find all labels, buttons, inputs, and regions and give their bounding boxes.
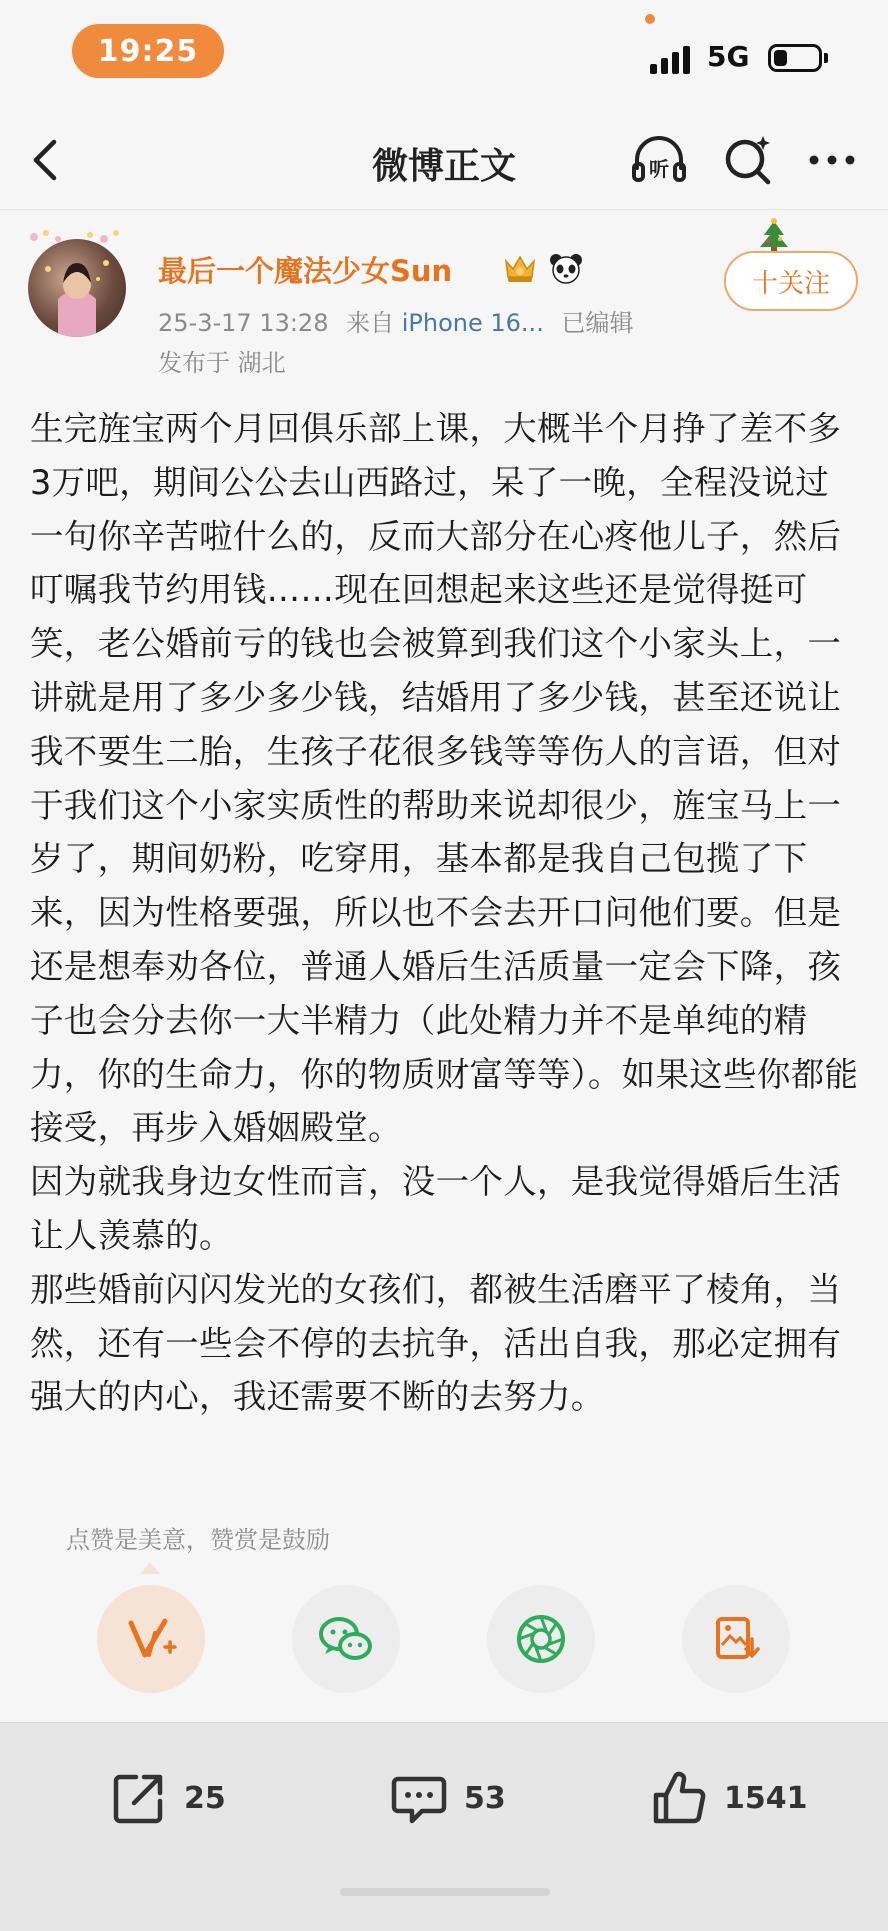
repost-icon — [108, 1767, 170, 1829]
battery-level — [774, 50, 787, 66]
nav-bar — [0, 110, 888, 210]
like-count: 1541 — [724, 1780, 808, 1816]
page-title: 微博正文 — [371, 146, 516, 187]
repost-count: 25 — [184, 1780, 226, 1816]
signal-strength-icon — [650, 44, 692, 74]
author-avatar[interactable] — [28, 239, 126, 337]
crown-badge-icon — [502, 251, 538, 285]
post-date: 25-3-17 13:28 — [158, 309, 329, 337]
more-dots-icon — [800, 128, 864, 192]
avatar-photo — [28, 239, 126, 337]
search-icon — [716, 128, 780, 192]
reward-button[interactable] — [97, 1585, 205, 1693]
thumbs-up-icon — [648, 1767, 710, 1829]
network-type: 5G — [707, 40, 750, 73]
repost-button[interactable] — [108, 1763, 226, 1833]
comment-icon — [388, 1767, 450, 1829]
post-meta — [158, 303, 633, 338]
bottom-action-bar — [0, 1722, 888, 1931]
share-moments-button[interactable] — [487, 1585, 595, 1693]
author-name[interactable]: 最后一个魔法少女Sun — [158, 254, 453, 288]
post-source[interactable]: iPhone 16... — [401, 309, 544, 337]
moments-icon — [511, 1609, 571, 1669]
comment-button[interactable] — [388, 1763, 506, 1833]
save-image-icon — [706, 1609, 766, 1669]
search-button[interactable] — [716, 128, 780, 192]
reward-label: 点赞是美意，赞赏是鼓励 — [66, 1526, 330, 1554]
status-bar — [0, 0, 888, 110]
post-paragraph: 那些婚前闪闪发光的女孩们，都被生活磨平了棱角，当然，还有一些会不停的去抗争，活出自我，那必定拥有强大的内心，我还需要不断的去努力。 — [30, 1269, 842, 1417]
like-button[interactable] — [648, 1763, 808, 1833]
panda-badge-icon — [548, 251, 584, 285]
privacy-indicator-dot — [645, 14, 655, 24]
listen-label: 听 — [649, 157, 669, 181]
status-time: 19:25 — [72, 24, 224, 78]
post-paragraph: 生完旌宝两个月回俱乐部上课，大概半个月挣了差不多3万吧，期间公公去山西路过，呆了一晚，全程没说过一句你辛苦啦什么的，反而大部分在心疼他儿子，然后叮嘱我节约用钱……现在回想起来这些还是觉得挺可笑，老公婚前亏的钱也会被算到我们这个小家头上，一讲就是用了多少多少钱，结婚用了多少钱，甚至还说让我不要生二胎，生孩子花很多钱等等伤人的言语，但对于我们这个小家实质性的帮助来说却很少，旌宝马上一岁了，期间奶粉，吃穿用，基本都是我自己包揽了下来，因为性格要强，所以也不会去开口问他们要。但是还是想奉劝各位，普通人婚后生活质量一定会下降，孩子也会分去你一大半精力（此处精力并不是单纯的精力，你的生命力，你的物质财富等等）。如果这些你都能接受，再步入婚姻殿堂。 — [30, 409, 859, 1148]
more-button[interactable] — [800, 128, 864, 192]
author-header — [0, 215, 888, 385]
pointer-arrow — [140, 1562, 160, 1574]
reward-v-icon — [121, 1609, 181, 1669]
follow-button[interactable]: 十关注 — [724, 251, 858, 311]
battery-tip — [824, 53, 828, 63]
post-location: 发布于 湖北 — [158, 349, 286, 377]
comment-count: 53 — [464, 1780, 506, 1816]
post-body — [30, 402, 860, 1424]
post-paragraph: 因为就我身边女性而言，没一个人，是我觉得婚后生活让人羡慕的。 — [30, 1162, 842, 1255]
headphones-icon — [627, 128, 691, 192]
edited-label[interactable]: 已编辑 — [561, 309, 634, 337]
wechat-icon — [315, 1608, 377, 1670]
from-label: 来自 — [346, 309, 395, 337]
share-wechat-button[interactable] — [292, 1585, 400, 1693]
home-indicator — [340, 1888, 550, 1896]
listen-button[interactable] — [627, 128, 691, 192]
battery-icon — [768, 44, 822, 72]
share-row — [0, 1585, 888, 1700]
save-image-button[interactable] — [682, 1585, 790, 1693]
